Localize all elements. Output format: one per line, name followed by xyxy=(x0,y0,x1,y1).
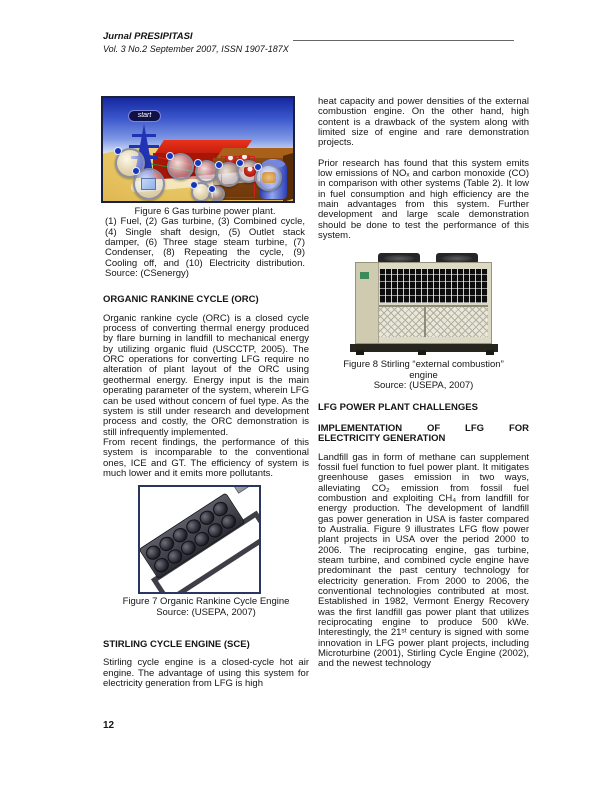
heading-orc: ORGANIC RANKINE CYCLE (ORC) xyxy=(103,294,259,306)
page-number: 12 xyxy=(103,720,115,731)
heading-lfg-challenges: LFG POWER PLANT CHALLENGES xyxy=(318,401,478,413)
engine-assembly xyxy=(140,485,261,594)
heading-implementation xyxy=(318,424,529,445)
magnifier-circle-9 xyxy=(133,168,165,200)
figure6-caption xyxy=(105,207,305,279)
header-rule xyxy=(293,40,514,41)
figure8-caption-line3: Source: (USEPA, 2007) xyxy=(373,380,474,392)
start-button-graphic: start xyxy=(128,110,161,122)
figure7-orc-engine-image xyxy=(138,485,261,594)
orc-paragraph-1: Organic rankine cycle (ORC) is a closed cycle process of converting thermal energy produced by flare burning in landfill to mechanical energy by utilizing organic fluid (USCCTP, 2005). The ORC operations for converting LFG require no alteration of plant layout of the ORC using geothermal energy. Energy input is the main operating parameter of the system, wherein LFG can be used without concern of fuel type. As the system is still under research and development process and costly, the ORC demonstration is still infrequently implemented. xyxy=(103,312,309,438)
engine-cabinet xyxy=(355,262,492,344)
heading-sce: STIRLING CYCLE ENGINE (SCE) xyxy=(103,638,250,650)
figure8-caption xyxy=(318,360,529,391)
figure7-caption-line1: Figure 7 Organic Rankine Cycle Engine xyxy=(122,596,290,608)
journal-title: Jurnal PRESIPITASI xyxy=(103,31,193,42)
generator-unit xyxy=(227,485,261,494)
label-sticker xyxy=(360,272,369,279)
figure8-caption-line1: Figure 8 Stirling “external combustion” xyxy=(343,359,504,371)
heading-implementation-line1: IMPLEMENTATION OF LFG FOR xyxy=(318,422,529,434)
figure8-caption-line2: engine xyxy=(409,369,438,381)
magnifier-circle-1 xyxy=(167,153,194,180)
figure8-stirling-engine-image xyxy=(348,251,500,355)
sce-paragraph: Stirling cycle engine is a closed-cycle hot air engine. The advantage of using this system for electricity generation from LFG is high xyxy=(103,657,309,689)
heading-implementation-line2: ELECTRICITY GENERATION xyxy=(318,433,446,445)
orc-paragraph-2: From recent findings, the performance of this system is incomparable to the conventional ones, ICE and GT. The efficiency of system is much lower and it emits more pollutants. xyxy=(103,436,309,479)
figure6-gas-turbine-plant-image xyxy=(101,96,295,203)
magnifier-circle-6 xyxy=(255,164,282,191)
magnifier-circle-5 xyxy=(209,186,225,202)
magnifier-circle-4 xyxy=(191,182,211,202)
air-grille xyxy=(379,269,488,303)
figure6-caption-title: Figure 6 Gas turbine power plant. xyxy=(134,206,276,217)
journal-issue-line: Vol. 3 No.2 September 2007, ISSN 1907-187X xyxy=(103,44,289,54)
side-panel xyxy=(356,263,379,343)
figure7-caption xyxy=(103,597,309,618)
rc-paragraph-2: Prior research has found that this system emits low emissions of NOₓ and carbon monoxide (CO) in comparison with other systems (Table 2). It low in fuel consumption and high efficiency are the main advantages from this system. Further development and large scale demonstration should be done to test the performance of this system. xyxy=(318,157,529,242)
coil-panel xyxy=(379,305,488,337)
figure7-caption-line2: Source: (USEPA, 2007) xyxy=(156,606,256,618)
left-column xyxy=(103,96,309,689)
right-column xyxy=(318,97,529,670)
figure6-caption-body: (1) Fuel, (2) Gas turbine, (3) Combined cycle, (4) Single shaft design, (5) Outlet stack damper, (6) Three stage steam turbine, (7) Condenser, (8) Repeating the cycle, (9) Cooling off, and (10) Electricity distribution. Source: (CSenergy) xyxy=(105,216,305,280)
rc-paragraph-1: heat capacity and power densities of the external combustion engine. On the other hand, high content is a drawback of the system along with limited size of engine and rare demonstration projects. xyxy=(318,96,529,149)
rc-paragraph-3: Landfill gas in form of methane can supplement fossil fuel function to fuel power plant. It mitigates greenhouse gases emission in two ways, alleviating CO₂ emission from fossil fuel combustion and exploiting CH₄ from landfill for energy production. The development of landfill gas power generation in USA is faster compared to Australia. Figure 9 illustrates LFG flow power plant projects in USA over the period 2000 to 2006. The reciprocating engine, gas turbine, steam turbine, and combined cycle engine have predominant the past century technology for electricity generation. From 2000 to 2006, the conventional technologies contributed at most. Established in 1982, Vermont Energy Recovery was the first landfill gas power plant that utilizes reciprocating engine to produce 500 kWe. Interestingly, the 21ˢᵗ century is signed with some innovation in LFG power plant projects, including Microturbine (2001), Stirling Cycle Engine (2002), and the newest technology xyxy=(318,451,529,670)
panel-divider xyxy=(424,305,426,337)
